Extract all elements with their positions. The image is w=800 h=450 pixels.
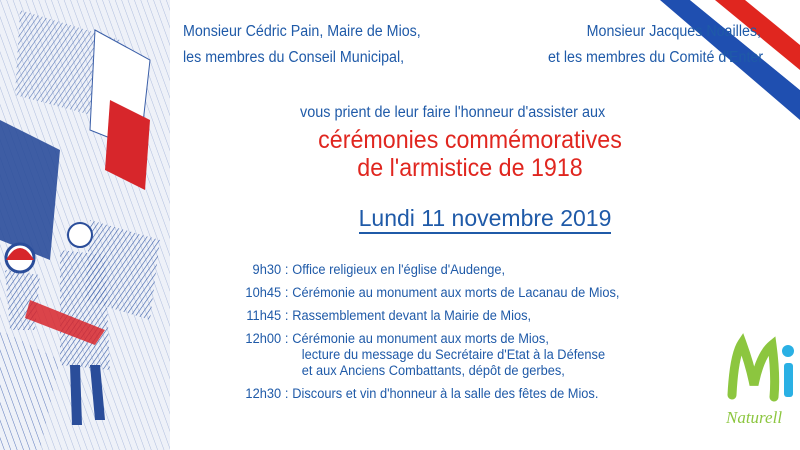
schedule-item: 10h45 : Cérémonie au monument aux morts de Lacanau de Mios, [226, 285, 720, 301]
host-committee-president-line: Monsieur Jacques Noailles, [586, 23, 762, 40]
schedule-description: Cérémonie au monument aux morts de Lacanau de Mios, [292, 285, 620, 300]
schedule-time: 12h00 [245, 331, 282, 346]
invitation-text: vous prient de leur faire l'honneur d'assister aux [300, 104, 606, 121]
host-committee-block [548, 19, 800, 71]
event-date-text: Lundi 11 novembre 2019 [359, 205, 612, 234]
schedule-item: 12h30 : Discours et vin d'honneur à la salle des fêtes de Mios. [226, 386, 720, 402]
schedule-time: 10h45 [245, 285, 282, 300]
armistice-engraving-illustration [0, 0, 170, 450]
schedule-time: 12h30 [245, 386, 282, 401]
schedule-description: Discours et vin d'honneur à la salle des fêtes de Mios. [292, 386, 599, 401]
ceremony-title-line-1: cérémonies commémoratives [318, 126, 622, 154]
host-mayor-line: Monsieur Cédric Pain, Maire de Mios, [183, 23, 421, 40]
host-council-line: les membres du Conseil Municipal, [183, 49, 405, 66]
ceremony-title-line-2: de l'armistice de 1918 [357, 154, 583, 182]
schedule-time: 11h45 [246, 308, 282, 323]
schedule-item: 11h45 : Rassemblement devant la Mairie de Mios, [226, 308, 720, 324]
schedule-item: 12h00 : Cérémonie au monument aux morts de Mios, lecture du message du Secrétaire d'Etat à la Défense et aux Anciens Combattants, dépôt de gerbes, [226, 331, 720, 379]
schedule-description: Office religieux en l'église d'Audenge, [292, 262, 506, 277]
schedule-item: 9h30 : Office religieux en l'église d'Audenge, [226, 262, 720, 278]
event-date [300, 205, 670, 232]
logo-tagline: Naturell [726, 408, 783, 427]
schedule-description: Cérémonie au monument aux morts de Mios, lecture du message du Secrétaire d'Etat à la Défense et aux Anciens Combattants, dépôt de gerbes, [292, 331, 606, 378]
ceremony-title [284, 126, 656, 182]
mios-naturellement-logo [720, 325, 800, 445]
schedule-description: Rassemblement devant la Mairie de Mios, [292, 308, 532, 323]
host-committee-members-line: et les membres du Comité d'Enter [548, 49, 764, 66]
host-mayor-block [183, 19, 459, 71]
schedule-time: 9h30 [252, 262, 282, 277]
schedule-list [226, 262, 720, 409]
